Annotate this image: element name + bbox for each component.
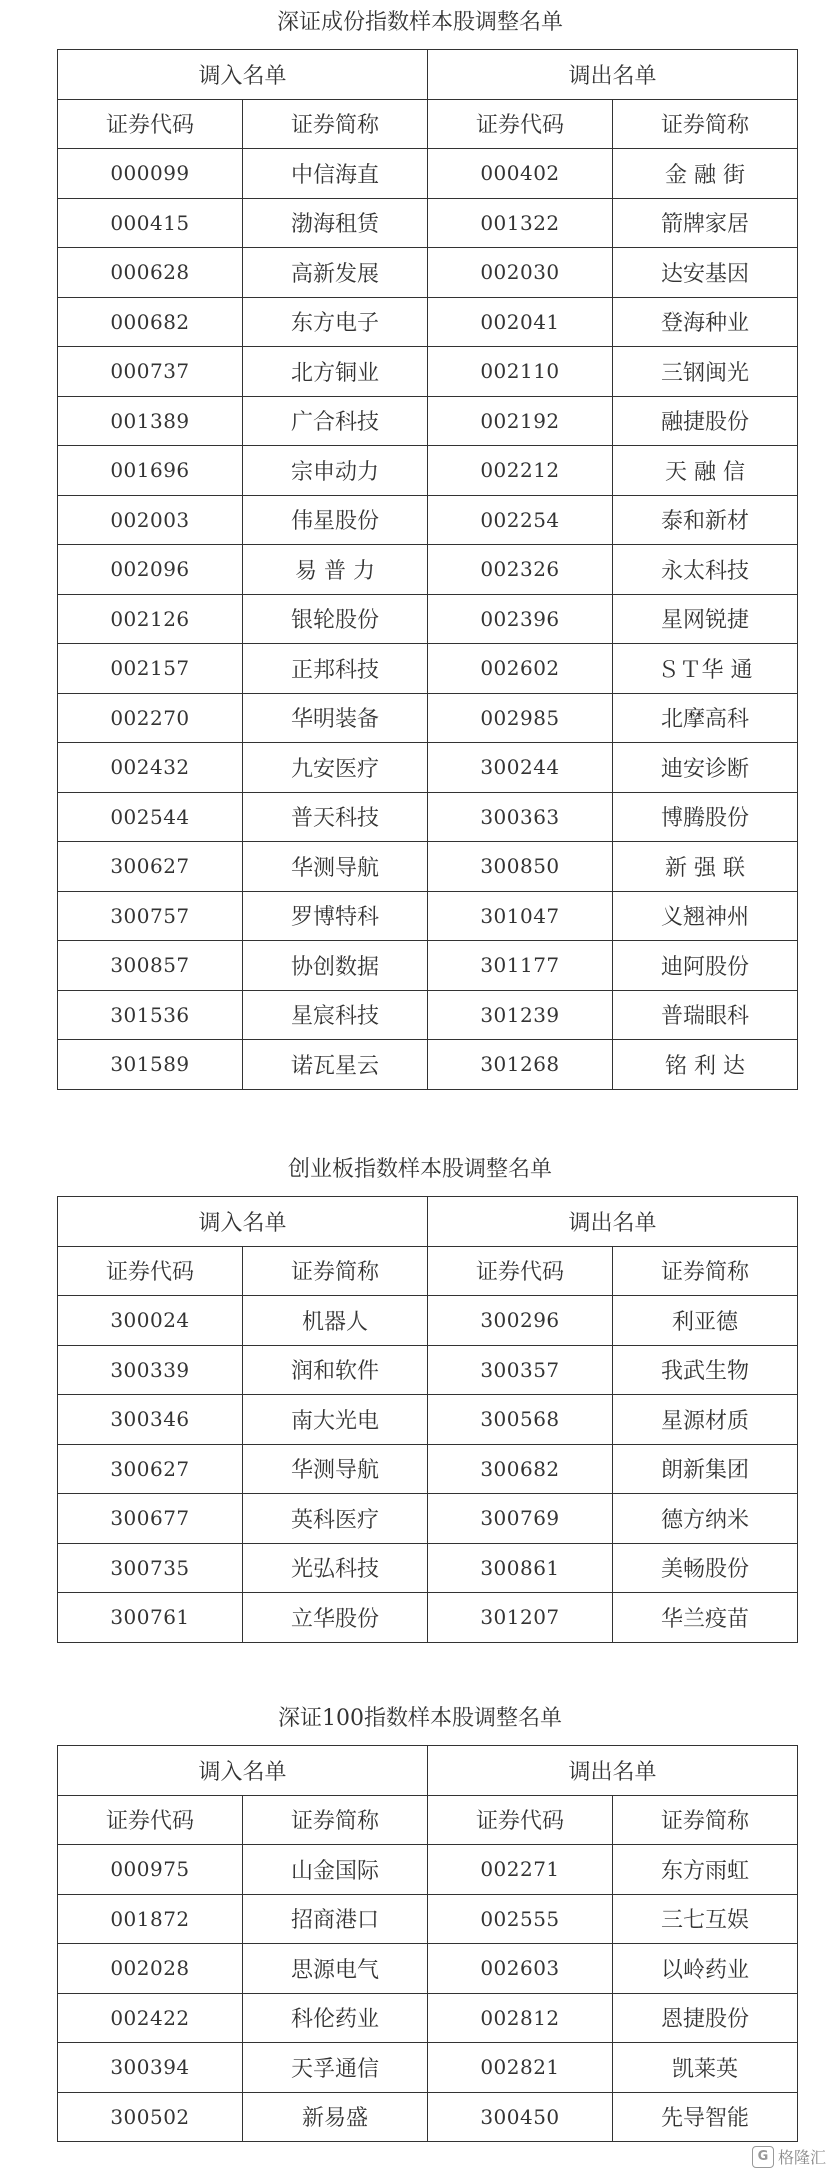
in-code-cell: 001696 — [58, 446, 243, 496]
out-code-cell: 300296 — [428, 1296, 613, 1346]
out-code-cell: 002821 — [428, 2043, 613, 2093]
out-code-cell: 002041 — [428, 297, 613, 347]
out-name-cell: 义翘神州 — [613, 891, 798, 941]
out-name-cell: 以岭药业 — [613, 1944, 798, 1994]
in-name-cell: 华测导航 — [243, 1444, 428, 1494]
code-column-header: 证券代码 — [58, 1246, 243, 1296]
out-code-cell: 002326 — [428, 545, 613, 595]
out-name-cell: 星网锐捷 — [613, 594, 798, 644]
in-code-cell: 300627 — [58, 1444, 243, 1494]
in-name-cell: 渤海租赁 — [243, 198, 428, 248]
in-name-cell: 光弘科技 — [243, 1543, 428, 1593]
in-name-cell: 南大光电 — [243, 1395, 428, 1445]
in-name-cell: 诺瓦星云 — [243, 1040, 428, 1090]
out-name-cell: 东方雨虹 — [613, 1845, 798, 1895]
code-column-header: 证券代码 — [58, 1795, 243, 1845]
name-column-header: 证券简称 — [613, 1246, 798, 1296]
in-name-cell: 华测导航 — [243, 842, 428, 892]
code-column-header: 证券代码 — [428, 99, 613, 149]
column-header-row — [58, 1246, 798, 1296]
column-header-row — [58, 99, 798, 149]
out-list-header: 调出名单 — [428, 1197, 798, 1247]
in-name-cell: 高新发展 — [243, 248, 428, 298]
in-code-cell: 000975 — [58, 1845, 243, 1895]
out-list-header: 调出名单 — [428, 50, 798, 100]
name-column-header: 证券简称 — [243, 1246, 428, 1296]
out-name-cell: 达安基因 — [613, 248, 798, 298]
table-row — [58, 2043, 798, 2093]
out-code-cell: 002985 — [428, 693, 613, 743]
out-name-cell: 新 强 联 — [613, 842, 798, 892]
out-name-cell: 博腾股份 — [613, 792, 798, 842]
table-row — [58, 990, 798, 1040]
out-code-cell: 002603 — [428, 1944, 613, 1994]
table-row — [58, 1993, 798, 2043]
out-name-cell: 金 融 街 — [613, 149, 798, 199]
watermark-text: 格隆汇 — [777, 2148, 826, 2167]
in-name-cell: 科伦药业 — [243, 1993, 428, 2043]
in-code-cell: 002028 — [58, 1944, 243, 1994]
in-code-cell: 300394 — [58, 2043, 243, 2093]
out-name-cell: 永太科技 — [613, 545, 798, 595]
out-code-cell: 300568 — [428, 1395, 613, 1445]
in-name-cell: 招商港口 — [243, 1894, 428, 1944]
out-code-cell: 002212 — [428, 446, 613, 496]
out-code-cell: 301177 — [428, 941, 613, 991]
table-title: 深证成份指数样本股调整名单 — [276, 10, 563, 35]
adjustment-table — [57, 1745, 798, 2142]
in-name-cell: 协创数据 — [243, 941, 428, 991]
in-code-cell: 002270 — [58, 693, 243, 743]
in-name-cell: 罗博特科 — [243, 891, 428, 941]
in-name-cell: 九安医疗 — [243, 743, 428, 793]
out-code-cell: 002271 — [428, 1845, 613, 1895]
in-name-cell: 伟星股份 — [243, 495, 428, 545]
out-name-cell: 三七互娱 — [613, 1894, 798, 1944]
code-column-header: 证券代码 — [428, 1795, 613, 1845]
out-code-cell: 000402 — [428, 149, 613, 199]
table-row — [58, 495, 798, 545]
out-code-cell: 301239 — [428, 990, 613, 1040]
in-name-cell: 新易盛 — [243, 2092, 428, 2142]
table-row — [58, 297, 798, 347]
out-name-cell: 星源材质 — [613, 1395, 798, 1445]
table-title: 深证100指数样本股调整名单 — [278, 1706, 562, 1731]
out-code-cell: 002030 — [428, 248, 613, 298]
watermark — [752, 2145, 826, 2168]
in-code-cell: 300502 — [58, 2092, 243, 2142]
in-code-cell: 000737 — [58, 347, 243, 397]
name-column-header: 证券简称 — [613, 99, 798, 149]
out-code-cell: 300769 — [428, 1494, 613, 1544]
out-name-cell: 普瑞眼科 — [613, 990, 798, 1040]
out-name-cell: 迪安诊断 — [613, 743, 798, 793]
table-row — [58, 446, 798, 496]
in-code-cell: 300627 — [58, 842, 243, 892]
table-row — [58, 396, 798, 446]
in-name-cell: 普天科技 — [243, 792, 428, 842]
in-name-cell: 广合科技 — [243, 396, 428, 446]
table-row — [58, 1345, 798, 1395]
out-code-cell: 300244 — [428, 743, 613, 793]
table-row — [58, 792, 798, 842]
out-name-cell: 迪阿股份 — [613, 941, 798, 991]
in-code-cell: 300677 — [58, 1494, 243, 1544]
table-row — [58, 842, 798, 892]
group-header-row — [58, 1197, 798, 1247]
table-row — [58, 2092, 798, 2142]
out-code-cell: 300363 — [428, 792, 613, 842]
out-name-cell: 华兰疫苗 — [613, 1593, 798, 1643]
in-name-cell: 英科医疗 — [243, 1494, 428, 1544]
out-name-cell: 我武生物 — [613, 1345, 798, 1395]
table-row — [58, 198, 798, 248]
table-row — [58, 149, 798, 199]
table-row — [58, 1894, 798, 1944]
in-code-cell: 000099 — [58, 149, 243, 199]
in-code-cell: 002003 — [58, 495, 243, 545]
in-name-cell: 银轮股份 — [243, 594, 428, 644]
in-code-cell: 300857 — [58, 941, 243, 991]
in-list-header: 调入名单 — [58, 50, 428, 100]
in-name-cell: 东方电子 — [243, 297, 428, 347]
table-row — [58, 644, 798, 694]
out-name-cell: 登海种业 — [613, 297, 798, 347]
in-name-cell: 天孚通信 — [243, 2043, 428, 2093]
in-code-cell: 001872 — [58, 1894, 243, 1944]
out-list-header: 调出名单 — [428, 1746, 798, 1796]
adjustment-table — [57, 1196, 798, 1643]
in-name-cell: 立华股份 — [243, 1593, 428, 1643]
out-name-cell: 先导智能 — [613, 2092, 798, 2142]
out-name-cell: 美畅股份 — [613, 1543, 798, 1593]
code-column-header: 证券代码 — [58, 99, 243, 149]
out-name-cell: 融捷股份 — [613, 396, 798, 446]
in-code-cell: 300735 — [58, 1543, 243, 1593]
in-code-cell: 002422 — [58, 1993, 243, 2043]
watermark-logo-icon: G — [752, 2146, 774, 2168]
out-name-cell: 泰和新材 — [613, 495, 798, 545]
in-code-cell: 002544 — [58, 792, 243, 842]
in-code-cell: 301536 — [58, 990, 243, 1040]
out-name-cell: 天 融 信 — [613, 446, 798, 496]
in-code-cell: 001389 — [58, 396, 243, 446]
in-name-cell: 华明装备 — [243, 693, 428, 743]
in-name-cell: 北方铜业 — [243, 347, 428, 397]
in-code-cell: 300757 — [58, 891, 243, 941]
in-code-cell: 300761 — [58, 1593, 243, 1643]
table-row — [58, 1543, 798, 1593]
out-code-cell: 300357 — [428, 1345, 613, 1395]
in-code-cell: 002157 — [58, 644, 243, 694]
out-code-cell: 300450 — [428, 2092, 613, 2142]
out-name-cell: 朗新集团 — [613, 1444, 798, 1494]
in-list-header: 调入名单 — [58, 1197, 428, 1247]
name-column-header: 证券简称 — [243, 1795, 428, 1845]
out-name-cell: 箭牌家居 — [613, 198, 798, 248]
in-name-cell: 润和软件 — [243, 1345, 428, 1395]
in-name-cell: 星宸科技 — [243, 990, 428, 1040]
out-code-cell: 002192 — [428, 396, 613, 446]
in-code-cell: 000415 — [58, 198, 243, 248]
name-column-header: 证券简称 — [613, 1795, 798, 1845]
table-row — [58, 545, 798, 595]
out-code-cell: 301207 — [428, 1593, 613, 1643]
out-name-cell: ＳＴ华 通 — [613, 644, 798, 694]
out-name-cell: 北摩高科 — [613, 693, 798, 743]
table-row — [58, 1944, 798, 1994]
name-column-header: 证券简称 — [243, 99, 428, 149]
out-code-cell: 300850 — [428, 842, 613, 892]
in-code-cell: 300024 — [58, 1296, 243, 1346]
in-code-cell: 300346 — [58, 1395, 243, 1445]
in-code-cell: 300339 — [58, 1345, 243, 1395]
in-list-header: 调入名单 — [58, 1746, 428, 1796]
out-code-cell: 002812 — [428, 1993, 613, 2043]
out-code-cell: 301047 — [428, 891, 613, 941]
in-code-cell: 301589 — [58, 1040, 243, 1090]
in-name-cell: 山金国际 — [243, 1845, 428, 1895]
column-header-row — [58, 1795, 798, 1845]
in-name-cell: 正邦科技 — [243, 644, 428, 694]
out-code-cell: 002396 — [428, 594, 613, 644]
table-row — [58, 1040, 798, 1090]
table-row — [58, 1494, 798, 1544]
table-row — [58, 347, 798, 397]
in-code-cell: 002432 — [58, 743, 243, 793]
out-name-cell: 三钢闽光 — [613, 347, 798, 397]
in-name-cell: 思源电气 — [243, 1944, 428, 1994]
out-code-cell: 002110 — [428, 347, 613, 397]
out-name-cell: 利亚德 — [613, 1296, 798, 1346]
out-name-cell: 恩捷股份 — [613, 1993, 798, 2043]
table-row — [58, 941, 798, 991]
table-row — [58, 248, 798, 298]
out-code-cell: 001322 — [428, 198, 613, 248]
out-code-cell: 300682 — [428, 1444, 613, 1494]
group-header-row — [58, 50, 798, 100]
table-row — [58, 693, 798, 743]
table-row — [58, 1296, 798, 1346]
table-title: 创业板指数样本股调整名单 — [287, 1157, 552, 1182]
code-column-header: 证券代码 — [428, 1246, 613, 1296]
in-code-cell: 000682 — [58, 297, 243, 347]
in-name-cell: 易 普 力 — [243, 545, 428, 595]
table-row — [58, 1395, 798, 1445]
in-name-cell: 宗申动力 — [243, 446, 428, 496]
table-row — [58, 891, 798, 941]
table-row — [58, 1845, 798, 1895]
table-row — [58, 1593, 798, 1643]
out-code-cell: 002555 — [428, 1894, 613, 1944]
in-code-cell: 002096 — [58, 545, 243, 595]
table-row — [58, 594, 798, 644]
out-code-cell: 300861 — [428, 1543, 613, 1593]
group-header-row — [58, 1746, 798, 1796]
out-code-cell: 002602 — [428, 644, 613, 694]
table-row — [58, 1444, 798, 1494]
out-name-cell: 德方纳米 — [613, 1494, 798, 1544]
out-name-cell: 铭 利 达 — [613, 1040, 798, 1090]
table-row — [58, 743, 798, 793]
out-name-cell: 凯莱英 — [613, 2043, 798, 2093]
out-code-cell: 002254 — [428, 495, 613, 545]
in-code-cell: 002126 — [58, 594, 243, 644]
in-name-cell: 中信海直 — [243, 149, 428, 199]
out-code-cell: 301268 — [428, 1040, 613, 1090]
adjustment-table — [57, 49, 798, 1090]
in-name-cell: 机器人 — [243, 1296, 428, 1346]
in-code-cell: 000628 — [58, 248, 243, 298]
